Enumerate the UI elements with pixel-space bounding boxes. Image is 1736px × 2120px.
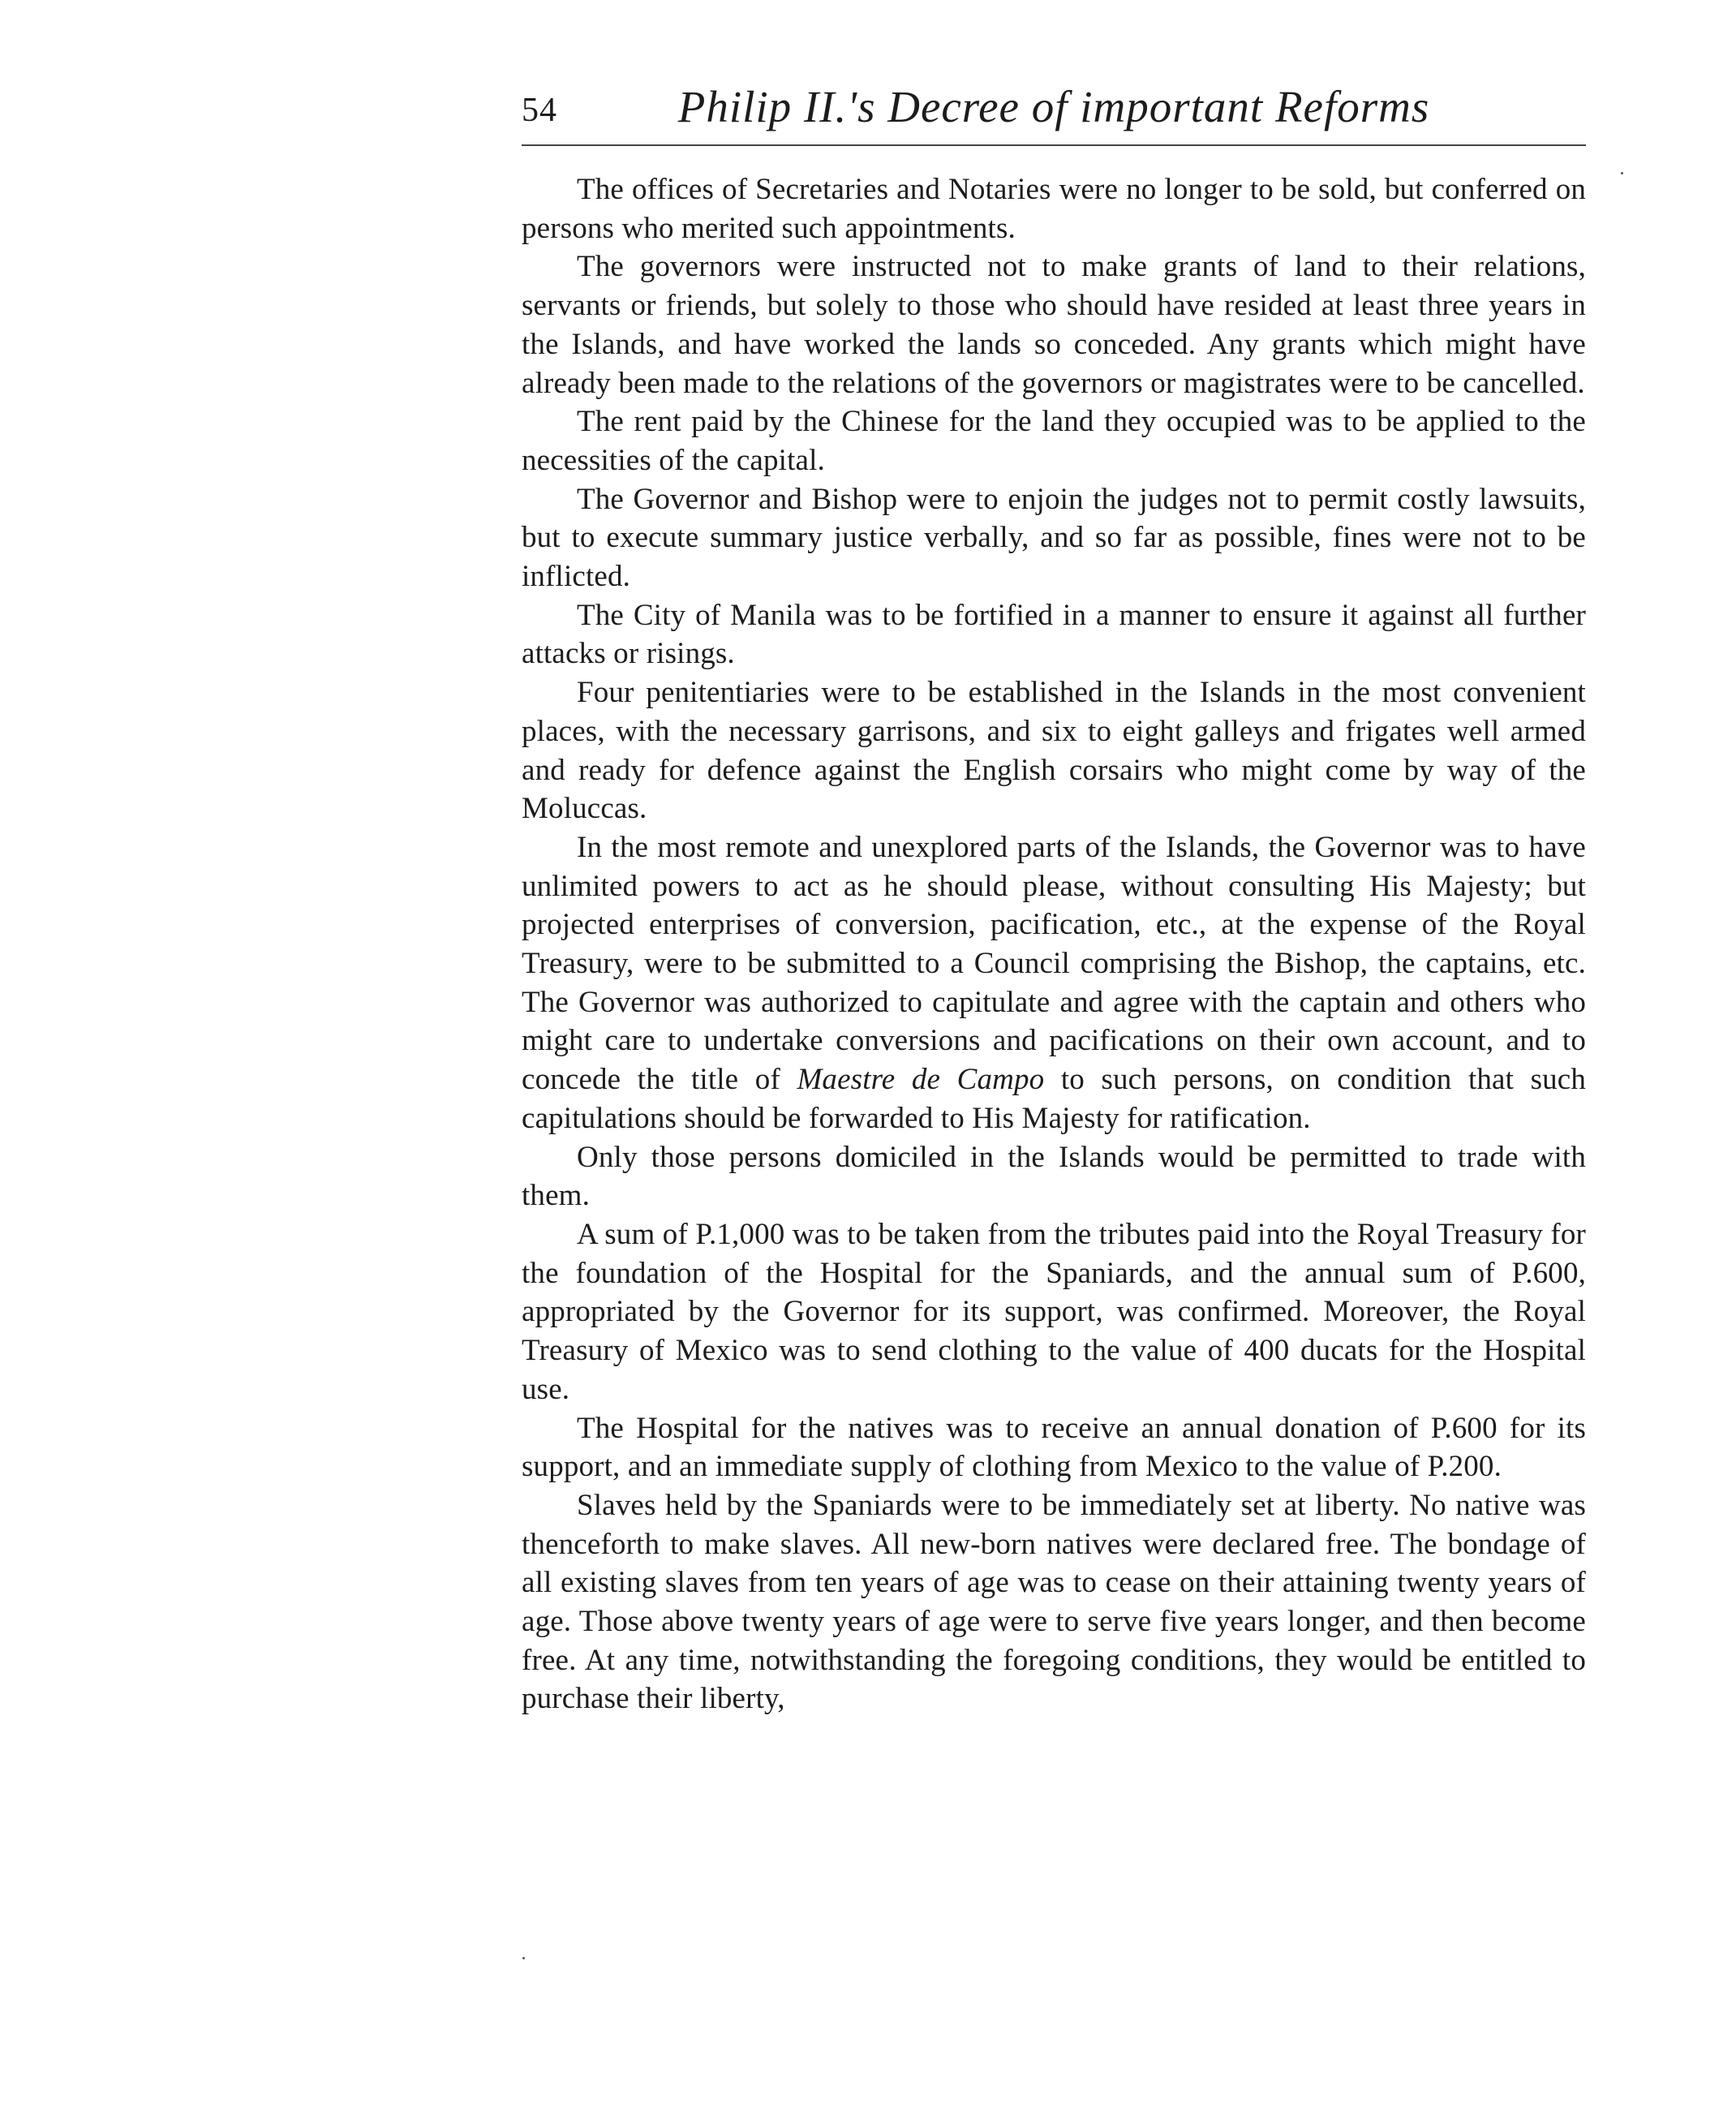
- scan-speck: [522, 1957, 525, 1959]
- paragraph-natives-hospital: The Hospital for the natives was to receive an annual donation of P.600 for its support, and an immediate supply of clothing from Mexico to the value of P.200.: [522, 1411, 1586, 1484]
- page-number: 54: [522, 92, 557, 129]
- paragraph-lawsuits: The Governor and Bishop were to enjoin the judges not to permit costly lawsuits, but to execute summary justice verbally, and so far as possible, fines were not to be inflicted.: [522, 482, 1586, 594]
- maestre-de-campo-title: Maestre de Campo: [797, 1063, 1045, 1097]
- governor-powers-text-end: to such persons, on condition that such capitulations should be forwarded to His Majesty for ratification.: [522, 1063, 1586, 1135]
- running-title: Philip II.'s Decree of important Reforms: [677, 82, 1430, 131]
- governor-powers-text-start: In the most remote and unexplored parts of the Islands, the Governor was to have unlimited powers to act as he should please, without consulting His Majesty; but projected enterprises of conversion, pacification, etc., at the expense of the Royal Treasury, were to be submitted to a Council comprising the Bishop, the captains, etc. The Governor was authorized to capitulate and agree with the captain and others who might care to undertake conversions and pacifications on their own account, and to concede the title of: [522, 830, 1586, 1097]
- body-text: [522, 170, 1586, 1718]
- paragraph-land-grants: The governors were instructed not to make grants of land to their relations, servants or friends, but solely to those who should have resided at least three years in the Islands, and have worked the lands so conceded. Any grants which might have already been made to the relations of the governors or magistrates were to be cancelled.: [522, 250, 1586, 400]
- scan-speck: [1621, 172, 1623, 174]
- paragraph-secretaries-notaries: The offices of Secretaries and Notaries were no longer to be sold, but conferred on persons who merited such appointments.: [522, 173, 1586, 245]
- paragraph-spaniards-hospital: A sum of P.1,000 was to be taken from the tributes paid into the Royal Treasury for the foundation of the Hospital for the Spaniards, and the annual sum of P.600, appropriated by the Governor for its support, was confirmed. Moreover, the Royal Treasury of Mexico was to send clothing to the value of 400 ducats for the Hospital use.: [522, 1217, 1586, 1406]
- paragraph-chinese-rent: The rent paid by the Chinese for the land they occupied was to be applied to the necessities of the capital.: [522, 405, 1586, 477]
- paragraph-slaves: Slaves held by the Spaniards were to be immediately set at liberty. No native was thenceforth to make slaves. All new-born natives were declared free. The bondage of all existing slaves from ten years of age was to cease on their attaining twenty years of age. Those above twenty years of age were to serve five years longer, and then become free. At any time, notwithstanding the foregoing conditions, they would be entitled to purchase their liberty,: [522, 1488, 1586, 1716]
- header-rule: [522, 144, 1586, 146]
- paragraph-manila-fortified: The City of Manila was to be fortified in a manner to ensure it against all further attacks or risings.: [522, 598, 1586, 671]
- paragraph-penitentiaries: Four penitentiaries were to be established in the Islands in the most convenient places, with the necessary garrisons, and six to eight galleys and frigates well armed and ready for defence against the English corsairs who might come by way of the Moluccas.: [522, 676, 1586, 826]
- paragraph-domiciled-trade: Only those persons domiciled in the Islands would be permitted to trade with them.: [522, 1140, 1586, 1213]
- paragraph-governor-powers: [522, 828, 1586, 1138]
- page-header: [522, 80, 1586, 140]
